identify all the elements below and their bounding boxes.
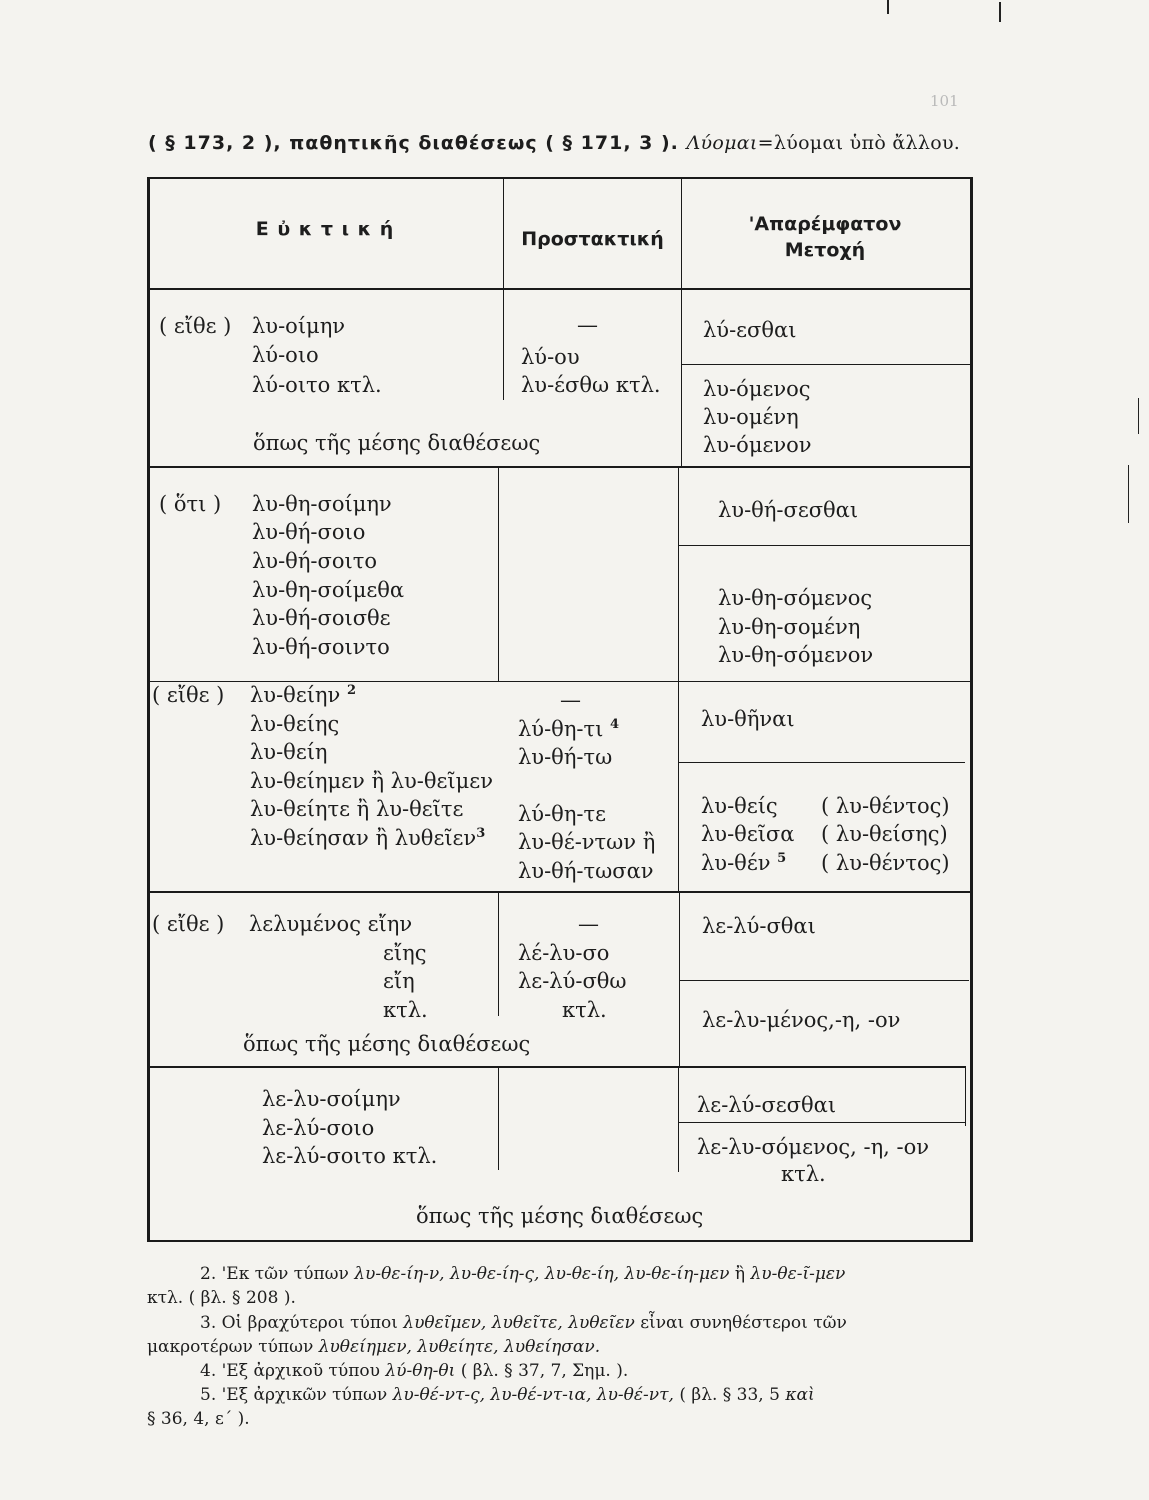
participle-form: λυ-όμενον (703, 433, 812, 457)
participle-form: λυ-θη-σόμενον (718, 643, 874, 667)
optative-form: κτλ. (383, 998, 428, 1022)
footnote-text: 5. 'Εξ ἀρχικῶν τύπων (200, 1385, 393, 1405)
footnote-forms: λυθεῖμεν, λυθεῖτε, λυθεῖεν (403, 1313, 635, 1333)
margin-mark (1138, 398, 1139, 434)
header-section-ref: ( § 173, 2 ), παθητικῆς διαθέσεως ( § 171, 3 ). (148, 132, 687, 154)
optative-form-text: λυ-θείην (250, 683, 341, 707)
footnote-2-cont: κτλ. ( βλ. § 208 ). (147, 1288, 296, 1308)
optative-form: λε-λυ-σοίμην (262, 1087, 401, 1111)
optative-form: λύ-οιτο κτλ. (252, 373, 382, 397)
imperative-form: λε-λύ-σθω (518, 969, 627, 993)
participle-form: λυ-θη-σόμενος (718, 586, 873, 610)
header-optative: Ε ὐ κ τ ι κ ή (255, 218, 395, 240)
footnote-text: 2. 'Εκ τῶν τύπων (200, 1264, 355, 1284)
margin-mark (887, 0, 889, 14)
section-note: ὅπως τῆς μέσης διαθέσεως (243, 1032, 531, 1056)
optative-form: εἴη (383, 969, 415, 993)
particle: ( εἴθε ) (152, 912, 225, 936)
footnote-text: ( βλ. § 37, 7, Σημ. ). (455, 1361, 629, 1381)
participle-form: λυ-θη-σομένη (718, 615, 861, 639)
participle-form: λυ-ομένη (703, 405, 799, 429)
imperative-dash: — (577, 313, 598, 337)
particle: ( ὅτι ) (159, 492, 222, 516)
footnote-ref: 5 (777, 851, 787, 866)
participle-form: λυ-όμενος (703, 377, 811, 401)
header-gloss: =λύομαι ὑπὸ ἄλλου. (757, 132, 961, 154)
footnote-5 (200, 1385, 815, 1405)
footnote-forms: λυ-θε-ίη-ν, λυ-θε-ίη-ς, λυ-θε-ίη, λυ-θε-ίη-μεν (354, 1264, 730, 1284)
optative-form: λυ-θή-σοιτο (252, 549, 377, 573)
optative-form: λύ-οιο (252, 343, 319, 367)
optative-form: λελυμένος εἴην (249, 912, 413, 936)
optative-form: λυ-θή-σοιντο (252, 635, 390, 659)
margin-mark (1128, 465, 1129, 523)
imperative-form: κτλ. (562, 998, 607, 1022)
optative-form (250, 826, 485, 850)
footnote-forms: λυθείημεν, λυθείητε, λυθείησαν. (318, 1337, 601, 1357)
particle: ( εἴθε ) (159, 314, 232, 338)
footnote-text: μακροτέρων τύπων (147, 1337, 319, 1357)
footnote-forms: λυ-θέ-ντ-ς, λυ-θέ-ντ-ια, λυ-θέ-ντ, (392, 1385, 674, 1405)
participle-form: κτλ. (781, 1162, 826, 1186)
optative-form: λε-λύ-σοιο (262, 1116, 375, 1140)
imperative-form: λυ-θή-τωσαν (518, 859, 654, 883)
imperative-form: λυ-έσθω κτλ. (521, 373, 661, 397)
imperative-dash: — (578, 912, 599, 936)
header-imperative: Προστακτική (521, 228, 664, 250)
footnote-forms: λύ-θη-θι (385, 1361, 456, 1381)
optative-form: λυ-θή-σοισθε (252, 606, 391, 630)
footnote-3-cont (147, 1337, 600, 1357)
footnote-text: 3. Οἱ βραχύτεροι τύποι (200, 1313, 404, 1333)
participle-genitive: ( λυ-θέντος) (821, 794, 950, 818)
footnote-text: ἢ (729, 1264, 751, 1284)
footnote-3 (200, 1313, 847, 1333)
optative-form: λυ-οίμην (252, 314, 346, 338)
infinitive-form: λυ-θή-σεσθαι (718, 498, 859, 522)
imperative-form-text: λύ-θη-τι (518, 717, 604, 741)
footnote-ref: 3 (476, 826, 486, 841)
participle-form: λε-λυ-μένος,-η, -ον (702, 1008, 901, 1032)
participle-form: λυ-θεῖσα (701, 822, 795, 846)
optative-form-text: λυ-θείησαν ἢ λυθεῖεν (250, 826, 477, 850)
optative-form (250, 683, 356, 707)
imperative-form: λυ-θή-τω (518, 745, 613, 769)
optative-form: λε-λύ-σοιτο κτλ. (262, 1144, 438, 1168)
imperative-form: λύ-θη-τε (518, 802, 606, 826)
infinitive-form: λε-λύ-σεσθαι (697, 1093, 837, 1117)
optative-form: λυ-θείης (250, 712, 340, 736)
section-note: ὅπως τῆς μέσης διαθέσεως (253, 431, 541, 455)
optative-form: λυ-θη-σοίμεθα (252, 578, 405, 602)
infinitive-form: λε-λύ-σθαι (702, 914, 816, 938)
page-number: 101 (930, 92, 959, 110)
participle-form-text: λυ-θέν (701, 851, 771, 875)
imperative-form (518, 717, 619, 741)
imperative-form: λέ-λυ-σο (518, 941, 610, 965)
optative-form: λυ-θείη (250, 740, 328, 764)
participle-form: λυ-θείς (701, 794, 778, 818)
infinitive-form: λυ-θῆναι (701, 707, 795, 731)
section-note: ὅπως τῆς μέσης διαθέσεως (416, 1204, 704, 1228)
participle-form: λε-λυ-σόμενος, -η, -ον (697, 1135, 930, 1159)
optative-form: λυ-θη-σοίμην (252, 492, 392, 516)
footnote-2 (200, 1264, 845, 1284)
footnote-text: ( βλ. § 33, 5 (673, 1385, 786, 1405)
optative-form: λυ-θείημεν ἢ λυ-θεῖμεν (250, 769, 493, 793)
participle-genitive: ( λυ-θέντος) (821, 851, 950, 875)
particle: ( εἴθε ) (152, 683, 225, 707)
footnote-5-cont: § 36, 4, ε΄ ). (147, 1409, 250, 1429)
participle-genitive: ( λυ-θείσης) (821, 822, 948, 846)
footnote-text: 4. 'Εξ ἀρχικοῦ τύπου (200, 1361, 386, 1381)
footnote-forms: καὶ (785, 1385, 815, 1405)
header-infinitive: 'Απαρέμφατον (748, 213, 902, 235)
header-participle: Μετοχή (784, 239, 866, 261)
footnote-4 (200, 1361, 628, 1381)
optative-form: λυ-θείητε ἢ λυ-θεῖτε (250, 797, 464, 821)
infinitive-form: λύ-εσθαι (703, 318, 797, 342)
header-verb: Λύομαι (686, 132, 758, 154)
participle-form (701, 851, 786, 875)
imperative-dash: — (560, 688, 581, 712)
optative-form: λυ-θή-σοιο (252, 520, 366, 544)
footnote-ref: 2 (346, 683, 357, 698)
footnote-forms: λυ-θε-ῖ-μεν (750, 1264, 846, 1284)
optative-form: εἴης (383, 941, 427, 965)
footnote-text: εἶναι συνηθέστεροι τῶν (634, 1313, 847, 1333)
footnote-ref: 4 (610, 717, 620, 732)
imperative-form: λυ-θέ-ντων ἢ (518, 830, 656, 854)
page-header (148, 132, 960, 154)
margin-mark (999, 2, 1001, 22)
imperative-form: λύ-ου (521, 345, 580, 369)
